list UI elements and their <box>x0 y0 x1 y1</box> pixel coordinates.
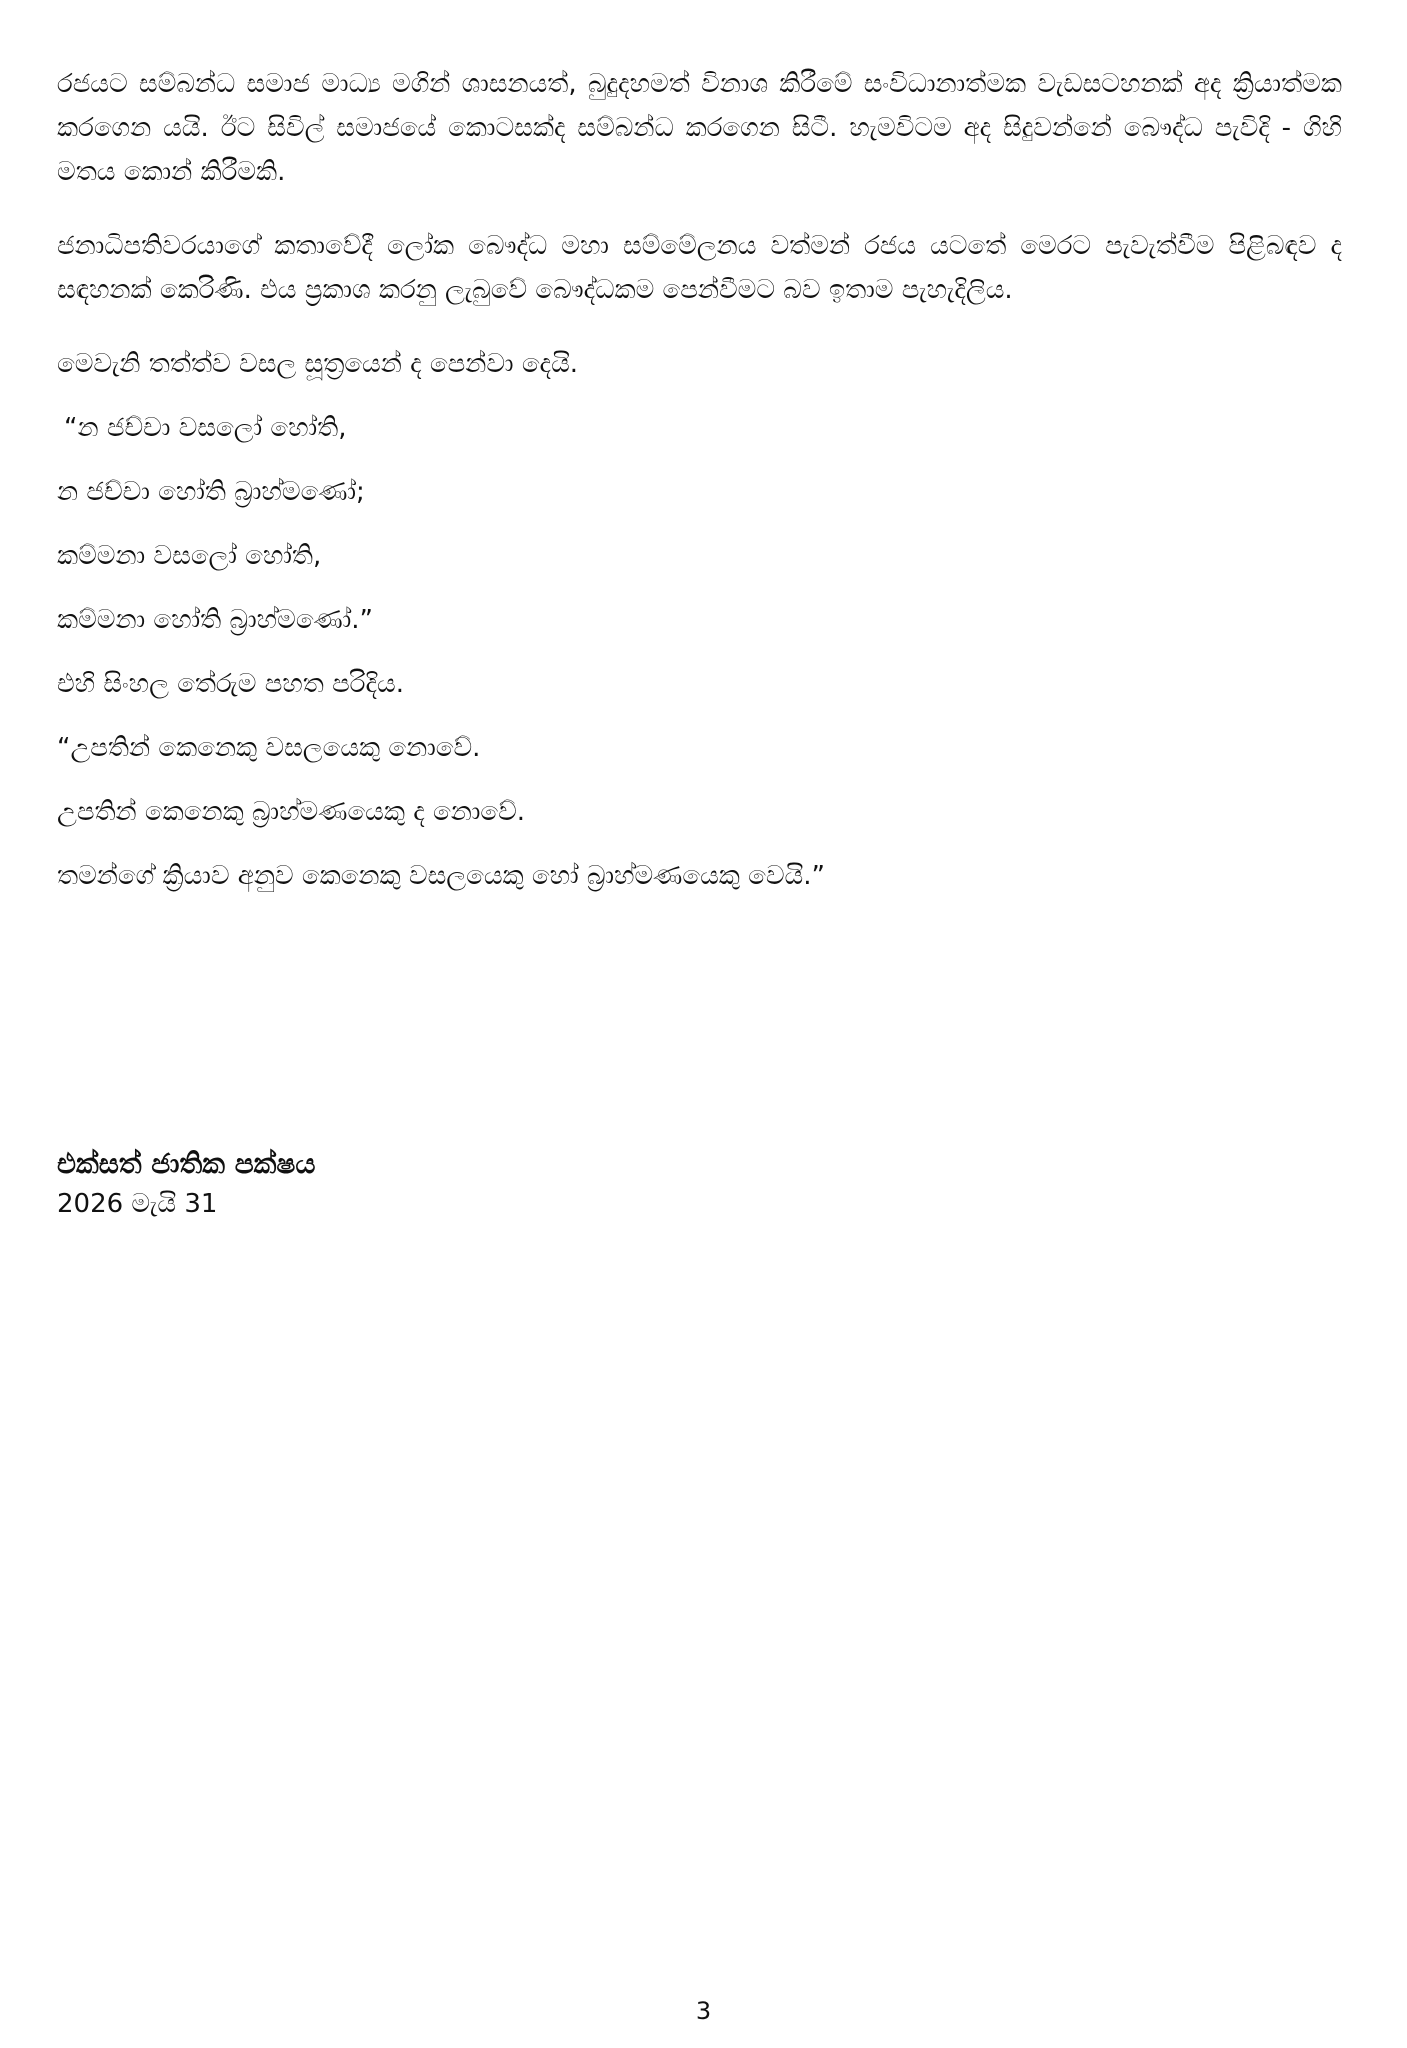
translation-intro: එහි සිංහල තේරුම පහත පරිදිය. <box>57 669 404 699</box>
intro-line: මෙවැනි තත්ත්ව වසල සූත්‍රයෙන් ද පෙන්වා දෙයි. <box>57 349 579 379</box>
verse-line: න ජච්චා හෝති බ්‍රාහ්මණෝ; <box>57 477 365 507</box>
signature-block <box>57 1142 315 1222</box>
paragraph: රජයට සම්බන්ධ සමාජ මාධ්‍ය මගින් ශාසනයත්, බුදුදහමත් විනාශ කිරීමේ සංවිධානාත්මක වැඩසටහනක් අද ක්‍රියාත්මක කරගෙන යයි. ඊට සිවිල් සමාජයේ කොටසක්ද සම්බන්ධ කරගෙන සිටී. හැමවිටම අද සිදුවන්නේ බෞද්ධ පැවිදි - ගිහි මතය කොන් කිරීමකි. <box>57 69 1342 187</box>
translation-line: උපතින් කෙනෙකු බ්‍රාහ්මණයෙකු ද නොවේ. <box>57 797 526 827</box>
verse-line: කම්මනා වසලෝ හෝති, <box>57 541 322 571</box>
translation-line: තමන්ගේ ක්‍රියාව අනුව කෙනෙකු වසලයෙකු හෝ බ්‍රාහ්මණයෙකු වෙයි.” <box>57 861 825 891</box>
verse-line: කම්මනා හෝති බ්‍රාහ්මණෝ.” <box>57 605 374 635</box>
paragraph: ජනාධිපතිවරයාගේ කතාවේදී ලෝක බෞද්ධ මහා සම්මේලනය වත්මන් රජය යටතේ මෙරට පැවැත්වීම පිළිබඳව ද සඳහනක් කෙරිණි. එය ප්‍රකාශ කරනු ලැබුවේ බෞද්ධකම පෙන්වීමට බව ඉතාම පැහැදිලිය. <box>57 231 1342 305</box>
signature-date: 2026 මැයි 31 <box>57 1189 218 1219</box>
page-number: 3 <box>695 1997 712 2025</box>
translation-line: “උපතින් කෙනෙකු වසලයෙකු නොවේ. <box>57 733 481 763</box>
document-body <box>57 62 1342 918</box>
party-name: එක්සත් ජාතික පක්ෂය <box>57 1147 316 1180</box>
verse-line: “න ජච්චා වසලෝ හෝති, <box>64 413 347 443</box>
